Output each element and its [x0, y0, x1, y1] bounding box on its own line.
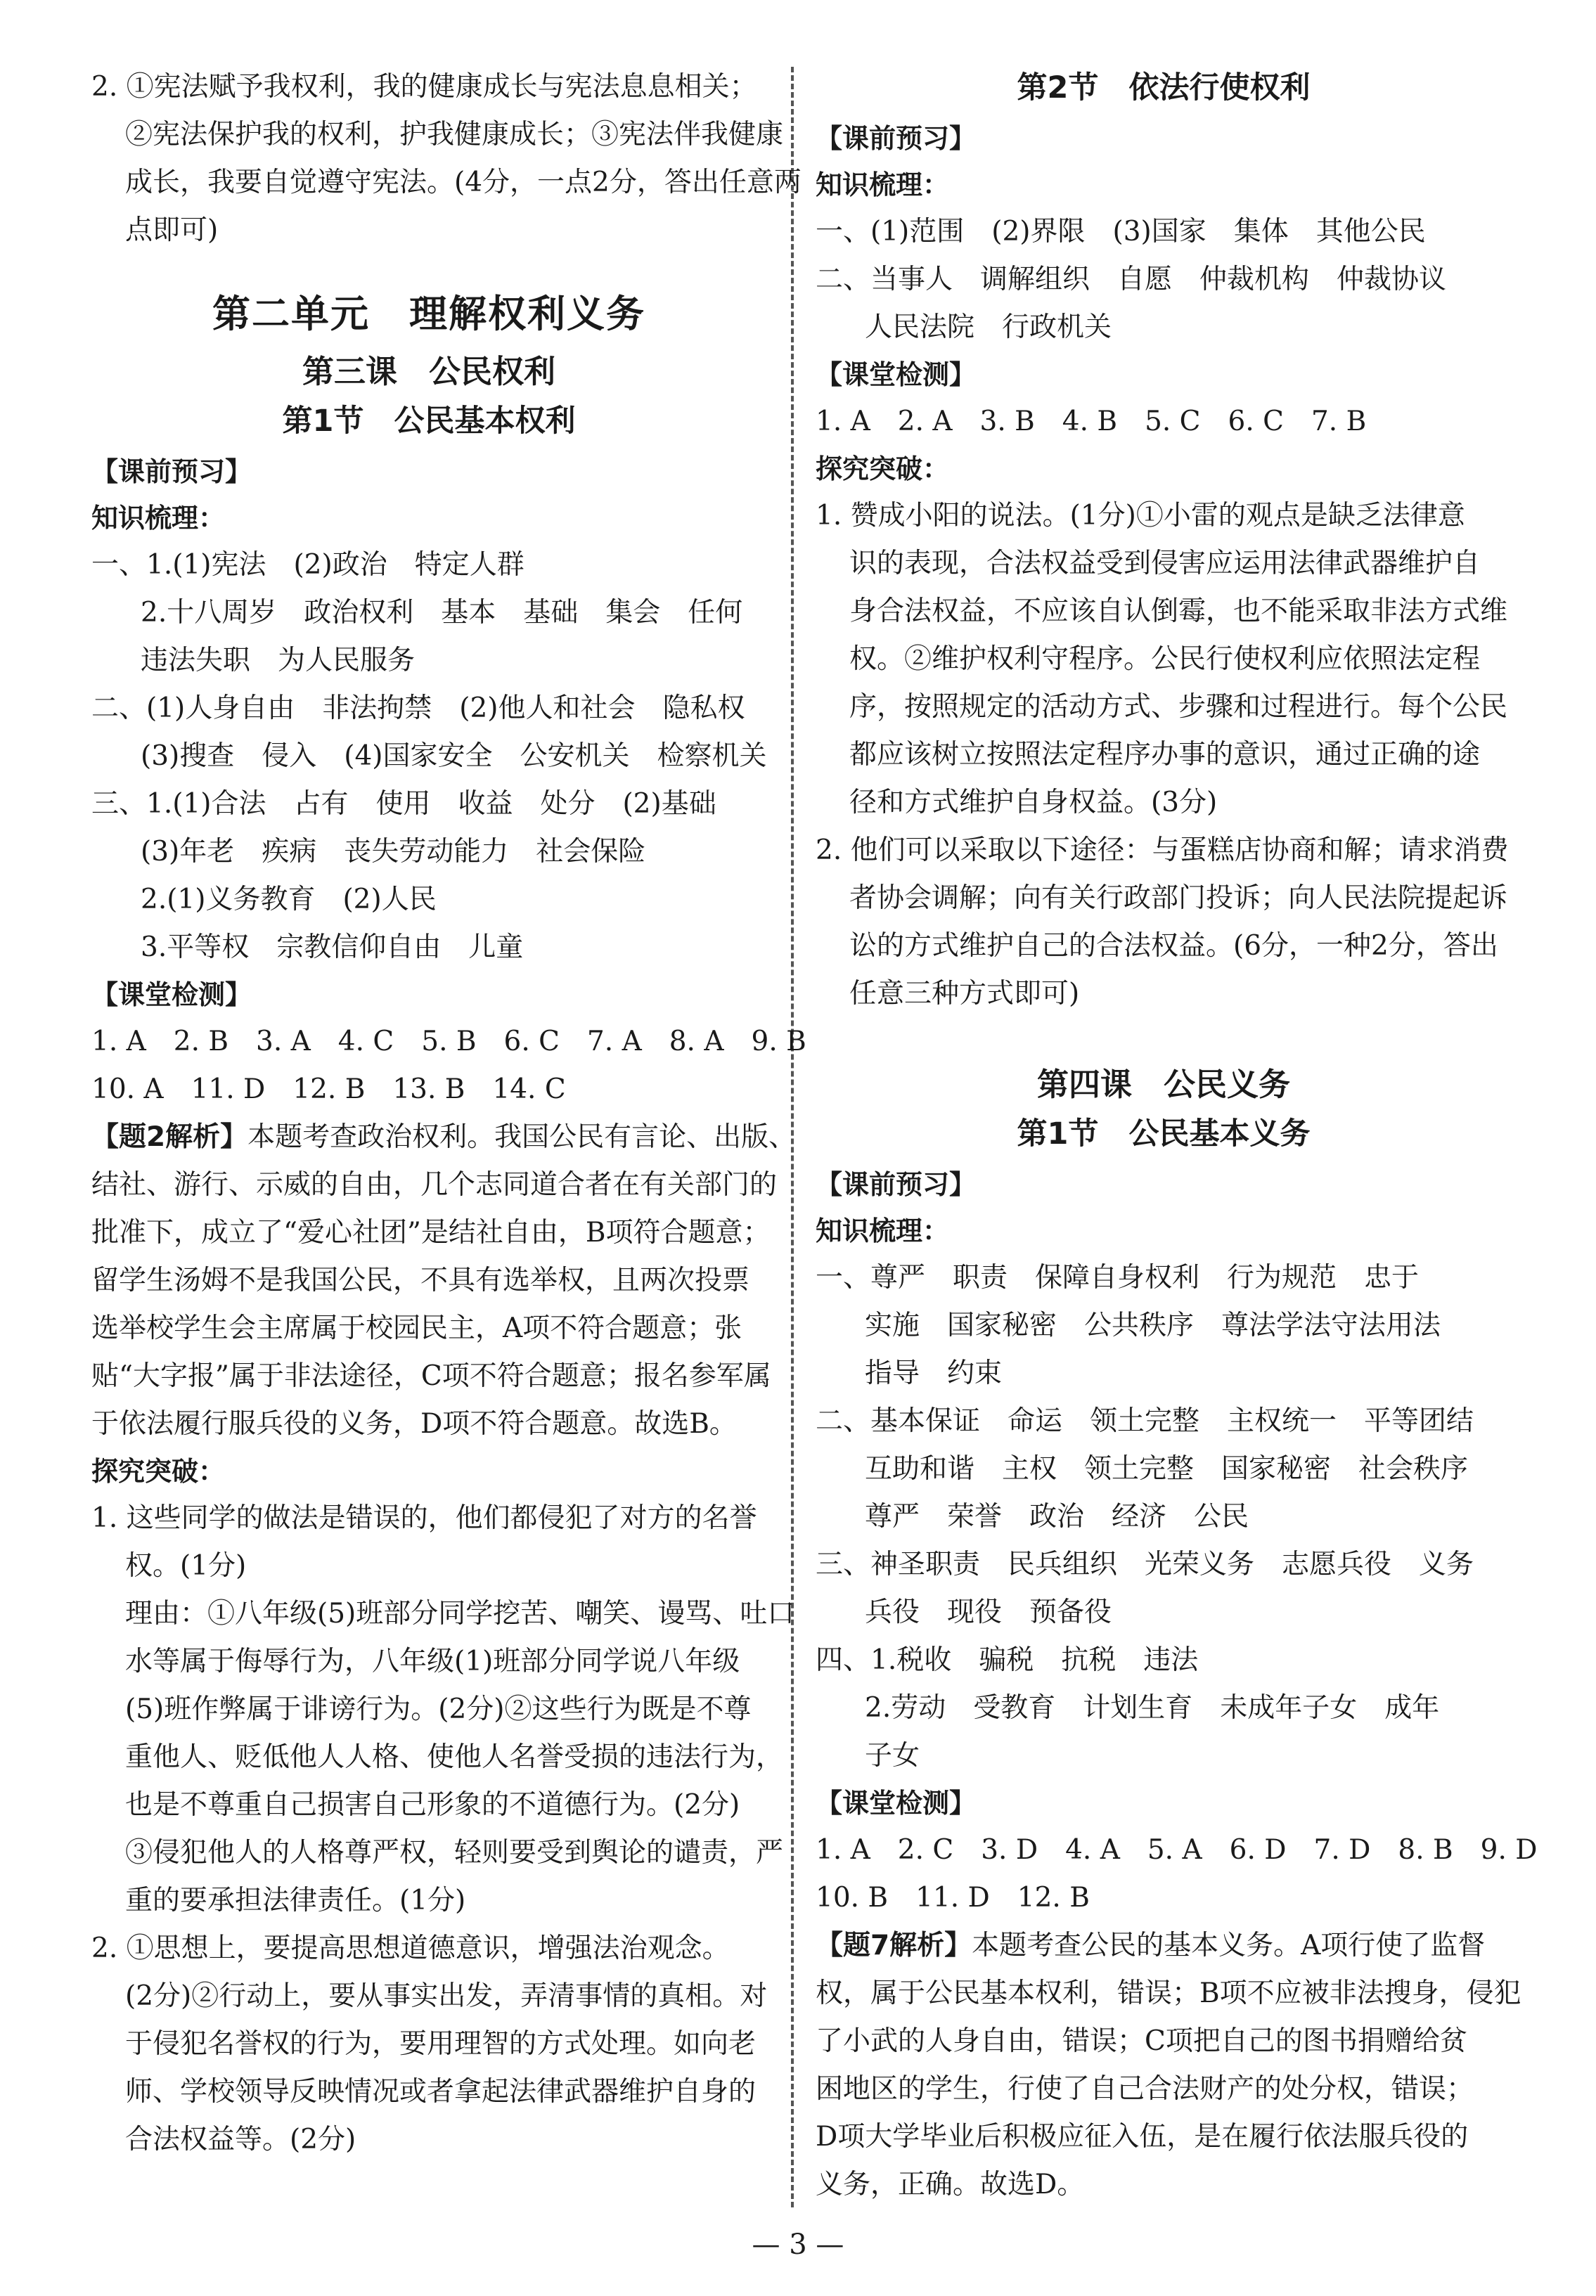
explore-line: 1. 赞成小阳的说法。(1分)①小雷的观点是缺乏法律意	[816, 500, 1465, 531]
analysis-line: 权，属于公民基本权利，错误；B项不应被非法搜身，侵犯	[816, 1978, 1521, 2009]
knowledge-line: 兵役 现役 预备役	[865, 1597, 1112, 1628]
explore-label: 探究突破：	[91, 1456, 226, 1487]
knowledge-line: 实施 国家秘密 公共秩序 尊法学法守法用法	[865, 1310, 1441, 1341]
analysis-line: 选举校学生会主席属于校园民主，A项不符合题意；张	[91, 1313, 742, 1344]
explore-line: 2. 他们可以采取以下途径：与蛋糕店协商和解；请求消费	[816, 834, 1509, 866]
section-title: 第1节 公民基本义务	[1017, 1116, 1311, 1152]
knowledge-line: 二、基本保证 命运 领土完整 主权统一 平等团结	[816, 1405, 1474, 1437]
explore-line: 合法权益等。(2分)	[125, 2124, 356, 2155]
knowledge-line: 三、神圣职责 民兵组织 光荣义务 志愿兵役 义务	[816, 1549, 1474, 1580]
analysis-line: 留学生汤姆不是我国公民，不具有选举权，且两次投票	[91, 1265, 750, 1296]
explore-line: 也是不尊重自己损害自己形象的不道德行为。(2分)	[125, 1789, 740, 1821]
analysis-line: 义务，正确。故选D。	[816, 2169, 1085, 2200]
knowledge-label: 知识梳理：	[816, 169, 950, 200]
knowledge-label: 知识梳理：	[91, 503, 226, 534]
preview-tag: 【课前预习】	[816, 1169, 977, 1200]
explore-line: 径和方式维护自身权益。(3分)	[849, 787, 1218, 818]
knowledge-line: 三、1.(1)合法 占有 使用 收益 处分 (2)基础	[91, 788, 716, 820]
lesson-title: 第三课 公民权利	[302, 353, 555, 390]
check-tag: 【课堂检测】	[91, 979, 252, 1010]
knowledge-line: 子女	[865, 1740, 920, 1772]
intro-line: 成长，我要自觉遵守宪法。(4分，一点2分，答出任意两	[125, 167, 802, 198]
unit-title: 第二单元 理解权利义务	[212, 292, 645, 336]
answer-line: 1. A 2. C 3. D 4. A 5. A 6. D 7. D 8. B 9. D	[816, 1834, 1538, 1866]
answer-line: 1. A 2. A 3. B 4. B 5. C 6. C 7. B	[816, 406, 1367, 437]
explore-line: 1. 这些同学的做法是错误的，他们都侵犯了对方的名誉	[91, 1502, 757, 1534]
analysis-line: D项大学毕业后积极应征入伍，是在履行依法服兵役的	[816, 2121, 1469, 2153]
intro-line: ②宪法保护我的权利，护我健康成长；③宪法伴我健康	[125, 119, 784, 150]
knowledge-line: 一、1.(1)宪法 (2)政治 特定人群	[91, 549, 525, 581]
explore-line: 于侵犯名誉权的行为，要用理智的方式处理。如向老	[125, 2028, 757, 2060]
explore-line: 权。②维护权利守程序。公民行使权利应依照法定程	[849, 643, 1481, 675]
knowledge-line: 二、(1)人身自由 非法拘禁 (2)他人和社会 隐私权	[91, 692, 745, 724]
section-title: 第2节 依法行使权利	[1017, 70, 1311, 105]
explore-label: 探究突破：	[816, 453, 950, 484]
answer-line: 10. A 11. D 12. B 13. B 14. C	[91, 1073, 566, 1105]
knowledge-label: 知识梳理：	[816, 1215, 950, 1246]
knowledge-line: 2.劳动 受教育 计划生育 未成年子女 成年	[865, 1692, 1440, 1724]
preview-tag: 【课前预习】	[816, 123, 977, 154]
explore-line: (2分)②行动上，要从事实出发，弄清事情的真相。对	[125, 1980, 768, 2012]
explore-line: 重的要承担法律责任。(1分)	[125, 1885, 466, 1916]
explore-line: 序，按照规定的活动方式、步骤和过程进行。每个公民	[849, 691, 1508, 723]
analysis-line: 于依法履行服兵役的义务，D项不符合题意。故选B。	[91, 1408, 737, 1440]
analysis-text: 本题考查政治权利。我国公民有言论、出版、	[247, 1121, 797, 1153]
analysis-line: 批准下，成立了“爱心社团”是结社自由，B项符合题意；	[91, 1217, 771, 1249]
intro-line: 点即可)	[125, 214, 219, 246]
answer-line: 10. B 11. D 12. B	[816, 1882, 1090, 1914]
check-tag: 【课堂检测】	[816, 359, 977, 390]
explore-line: 理由：①八年级(5)班部分同学挖苦、嘲笑、谩骂、吐口	[125, 1598, 795, 1630]
answer-line: 1. A 2. B 3. A 4. C 5. B 6. C 7. A 8. A 9. B	[91, 1026, 806, 1057]
analysis-line: 贴“大字报”属于非法途径，C项不符合题意；报名参军属	[91, 1360, 771, 1392]
explore-line: 都应该树立按照法定程序办事的意识，通过正确的途	[849, 739, 1481, 770]
knowledge-line: 2.十八周岁 政治权利 基本 基础 集会 任何	[141, 597, 743, 628]
left-column	[91, 63, 806, 2164]
knowledge-line: 人民法院 行政机关	[865, 311, 1112, 343]
analysis-tag: 【题2解析】	[91, 1121, 248, 1153]
analysis-tag: 【题7解析】	[816, 1930, 972, 1961]
knowledge-line: 四、1.税收 骗税 抗税 违法	[816, 1644, 1199, 1676]
explore-line: 权。(1分)	[125, 1550, 247, 1582]
analysis-line: 了小武的人身自由，错误；C项把自己的图书捐赠给贫	[816, 2025, 1467, 2057]
explore-line: 者协会调解；向有关行政部门投诉；向人民法院提起诉	[849, 882, 1508, 914]
knowledge-line: 一、尊严 职责 保障自身权利 行为规范 忠于	[816, 1262, 1420, 1294]
analysis-line: 结社、游行、示威的自由，几个志同道合者在有关部门的	[91, 1169, 778, 1201]
knowledge-line: (3)搜查 侵入 (4)国家安全 公安机关 检察机关	[141, 740, 767, 772]
knowledge-line: (3)年老 疾病 丧失劳动能力 社会保险	[141, 836, 646, 868]
knowledge-line: 指导 约束	[865, 1357, 1003, 1389]
preview-tag: 【课前预习】	[91, 456, 252, 487]
page-number: — 3 —	[752, 2229, 844, 2261]
intro-line: 2. ①宪法赋予我权利，我的健康成长与宪法息息相关；	[91, 71, 757, 103]
knowledge-line: 二、当事人 调解组织 自愿 仲裁机构 仲裁协议	[816, 264, 1447, 295]
analysis-text: 本题考查公民的基本义务。A项行使了监督	[972, 1930, 1486, 1961]
lesson-title: 第四课 公民义务	[1036, 1066, 1290, 1103]
explore-line: 师、学校领导反映情况或者拿起法律武器维护自身的	[125, 2076, 757, 2108]
explore-line: 身合法权益，不应该自认倒霉，也不能采取非法方式维	[849, 595, 1508, 627]
explore-line: 讼的方式维护自己的合法权益。(6分，一种2分，答出	[849, 930, 1498, 962]
explore-line: 重他人、贬低他人人格、使他人名誉受损的违法行为，	[125, 1741, 784, 1773]
analysis-line: 困地区的学生，行使了自己合法财产的处分权，错误；	[816, 2073, 1474, 2105]
check-tag: 【课堂检测】	[816, 1788, 977, 1819]
knowledge-line: 3.平等权 宗教信仰自由 儿童	[141, 931, 524, 963]
analysis-line	[816, 1922, 1512, 1970]
explore-line: (5)班作弊属于诽谤行为。(2分)②这些行为既是不尊	[125, 1694, 752, 1725]
section-title: 第1节 公民基本权利	[282, 404, 576, 439]
explore-line: 2. ①思想上，要提高思想道德意识，增强法治观念。	[91, 1933, 730, 1964]
knowledge-line: 互助和谐 主权 领土完整 国家秘密 社会秩序	[865, 1453, 1469, 1485]
knowledge-line: 违法失职 为人民服务	[141, 645, 416, 676]
right-column	[816, 63, 1538, 2209]
knowledge-line: 2.(1)义务教育 (2)人民	[141, 884, 437, 915]
knowledge-line: 尊严 荣誉 政治 经济 公民	[865, 1501, 1249, 1533]
knowledge-line: 一、(1)范围 (2)界限 (3)国家 集体 其他公民	[816, 216, 1426, 247]
explore-line: ③侵犯他人的人格尊严权，轻则要受到舆论的谴责，严	[125, 1837, 784, 1869]
explore-line: 任意三种方式即可)	[849, 978, 1080, 1010]
analysis-line	[91, 1114, 797, 1161]
explore-line: 识的表现，合法权益受到侵害应运用法律武器维护自	[849, 548, 1481, 579]
explore-line: 水等属于侮辱行为，八年级(1)班部分同学说八年级	[125, 1646, 740, 1677]
